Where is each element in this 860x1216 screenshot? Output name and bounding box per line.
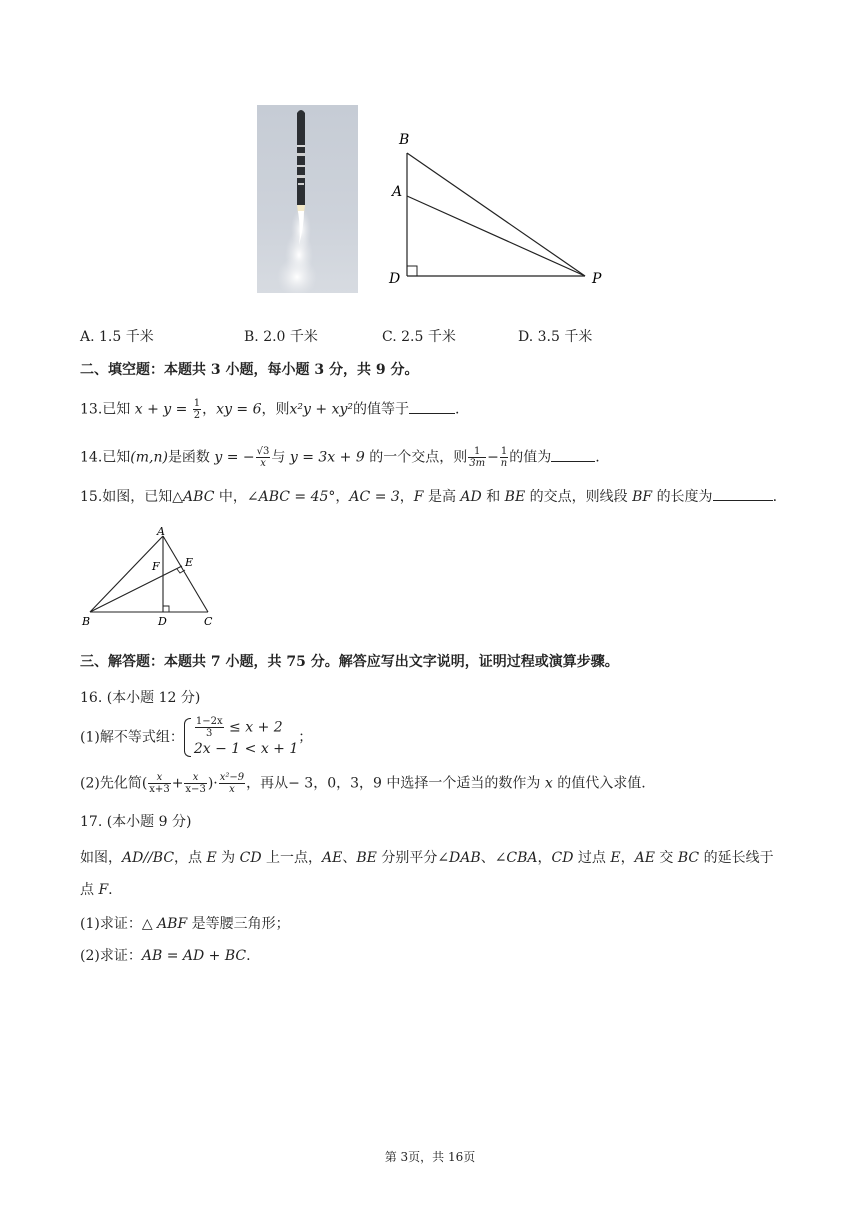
- q13-text: 已知: [102, 401, 131, 418]
- q13-number: 13.: [80, 401, 103, 418]
- q13-lhs: x + y =: [134, 401, 188, 418]
- label-P: P: [592, 271, 602, 287]
- answer-blank: [409, 399, 455, 414]
- q16-header: 16. (本小题 12 分): [80, 690, 201, 706]
- label-A: A: [392, 184, 403, 200]
- question-14: 14.已知(m,n)是函数 y = − $\frac{√3}{x}$ 与 y = 3x + 9 的一个交点，则 $\frac{1}{3m}$ − $\frac{1}{n}$ 的值为 .: [80, 446, 600, 469]
- label-E: E: [185, 556, 194, 569]
- rocket-drawing: [257, 105, 358, 293]
- option-b: B. 2.0 千米: [244, 329, 318, 345]
- q14-fraction-sqrt3: $\frac{√3}{x}$: [256, 446, 270, 469]
- answer-blank: [551, 447, 595, 462]
- option-c: C. 2.5 千米: [382, 329, 456, 345]
- question-15: 15.如图，已知△ABC 中，∠ABC = 45°，AC = 3，F 是高 AD 和 BE 的交点，则线段 BF 的长度为 .: [80, 486, 777, 507]
- q17-statement-line1: 如图，AD//BC，点 E 为 CD 上一点，AE、BE 分别平分∠DAB、∠CBA，CD 过点 E，AE 交 BC 的延长线于: [80, 850, 774, 866]
- option-d: D. 3.5 千米: [518, 329, 593, 345]
- label-D: D: [158, 615, 167, 628]
- label-B: B: [82, 615, 91, 628]
- option-a: A. 1.5 千米: [80, 329, 154, 345]
- answer-blank: [713, 486, 773, 501]
- page-footer: 第 3页，共 16页: [384, 1150, 476, 1164]
- rocket-launch-photo: [257, 105, 358, 293]
- label-C: C: [204, 615, 213, 628]
- q16-part2: (2)先化简( $\frac{x}{x+3}$ + $\frac{x}{x-3}$ )· $\frac{\text{x²−9}}{x}$ ，再从− 3，0，3，9 中选择一个适当的数作为 x 的值代入求值.: [80, 772, 646, 795]
- q17-part2: (2)求证：AB = AD + BC.: [80, 948, 251, 964]
- triangle-bpd-figure: [385, 128, 615, 290]
- label-B: B: [399, 132, 410, 148]
- q16-part1: (1)解不等式组： $\frac{1-2x}{3}$ ≤ x + 2 2x − 1 < x + 1 ；: [80, 716, 313, 757]
- triangle-abc-figure: [78, 525, 228, 630]
- label-D: D: [389, 271, 401, 287]
- q17-statement-line2: 点 F.: [80, 882, 113, 898]
- q13-fraction: $\frac{1}{2}$: [193, 398, 201, 421]
- q17-header: 17. (本小题 9 分): [80, 814, 192, 830]
- section2-title: 二、填空题：本题共 3 小题，每小题 3 分，共 9 分。: [80, 362, 419, 378]
- q13-expression: x²y + xy²: [289, 401, 353, 418]
- label-A: A: [157, 525, 165, 538]
- q13-cond: xy = 6: [216, 401, 262, 418]
- label-F: F: [152, 560, 160, 573]
- section3-title: 三、解答题：本题共 7 小题，共 75 分。解答应写出文字说明，证明过程或演算步骤。: [80, 654, 619, 670]
- q17-part1: (1)求证：△ ABF 是等腰三角形；: [80, 916, 290, 932]
- inequality-system: $\frac{1-2x}{3}$ ≤ x + 2 2x − 1 < x + 1: [184, 716, 298, 759]
- question-13: 13.已知 x + y = $\frac{1}{2}$ ，xy = 6，则x²y + xy²的值等于 .: [80, 398, 460, 421]
